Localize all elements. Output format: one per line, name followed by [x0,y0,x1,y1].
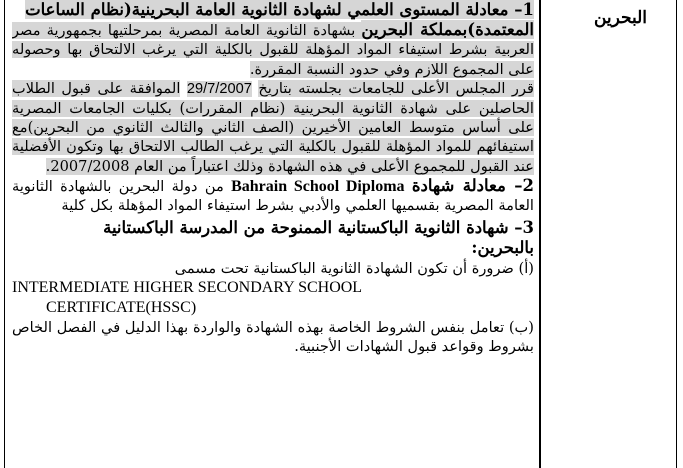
country-cell [541,0,675,468]
decision-prefix: قرر المجلس الأعلى للجامعات بجلسته بتاريخ [258,79,534,97]
section-2-body: من دولة البحرين بالشهادة الثانوية العامة المصرية بقسميها العلمي والأدبي بشرط استيفاء المواد المؤهلة بكل كلية [12,177,534,215]
section-2 [12,176,534,215]
section-3-heading-cont: بالبحرين: [471,238,534,258]
section-2-heading: 2– معادلة شهادة [411,175,534,195]
section-3-item-a: (أ) ضرورة أن تكون الشهادة الثانوية الباكستانية تحت مسمى [174,259,534,277]
section-1-decision [12,79,534,176]
hssc-line-2: CERTIFICATE(HSSC) [46,298,197,316]
country-label: البحرين [593,8,647,28]
section-3-heading: 3– شهادة الثانوية الباكستانية الممنوحة من المدرسة الباكستانية [103,218,534,238]
section-2-diploma: Bahrain School Diploma [231,177,405,195]
content-cell [12,0,534,468]
decision-date: 29/7/2007 [186,80,252,97]
section-1-body: بشهادة الثانوية العامة المصرية بمرحلتيها بجمهورية مصر العربية بشرط استيفاء المواد المؤهلة للقبول بالكلية التي يرغب الالتحاق بها وحصوله على المجموع اللازم وفي حدود النسبة المقررة. [12,22,534,78]
section-1-heading: 1– معادلة المستوى العلمي لشهادة الثانوية العامة البحرينية(نظام الساعات [25,0,534,19]
section-1 [12,0,534,79]
hssc-line-1: INTERMEDIATE HIGHER SECONDARY SCHOOL [12,278,363,296]
section-1-heading-cont: المعتمدة)بمملكة البحرين [361,20,534,40]
decision-text: الموافقة على قبول الطلاب الحاصلين على شهادة الثانوية البحرينية (نظام المقررات) بكليات الجامعات المصرية على أساس متوسط العامين الأخيرين (الصف الثاني والثالث الثانوي من البحرين)مع استيفائهم للمواد المؤهلة للقبول بالكلية التي يرغب الطالب الالتحاق بها وتكون الأفضلية عند القبول للمجموع الأعلى في هذه الشهادة وذلك اعتباراً من العام 2007/2008. [12,79,534,175]
section-3 [12,218,534,258]
section-3-item-b: (ب) تعامل بنفس الشروط الخاصة بهذه الشهادة والواردة بهذا الدليل في الفصل الخاص بشروط وقواعد قبول الشهادات الأجنبية. [12,318,534,356]
